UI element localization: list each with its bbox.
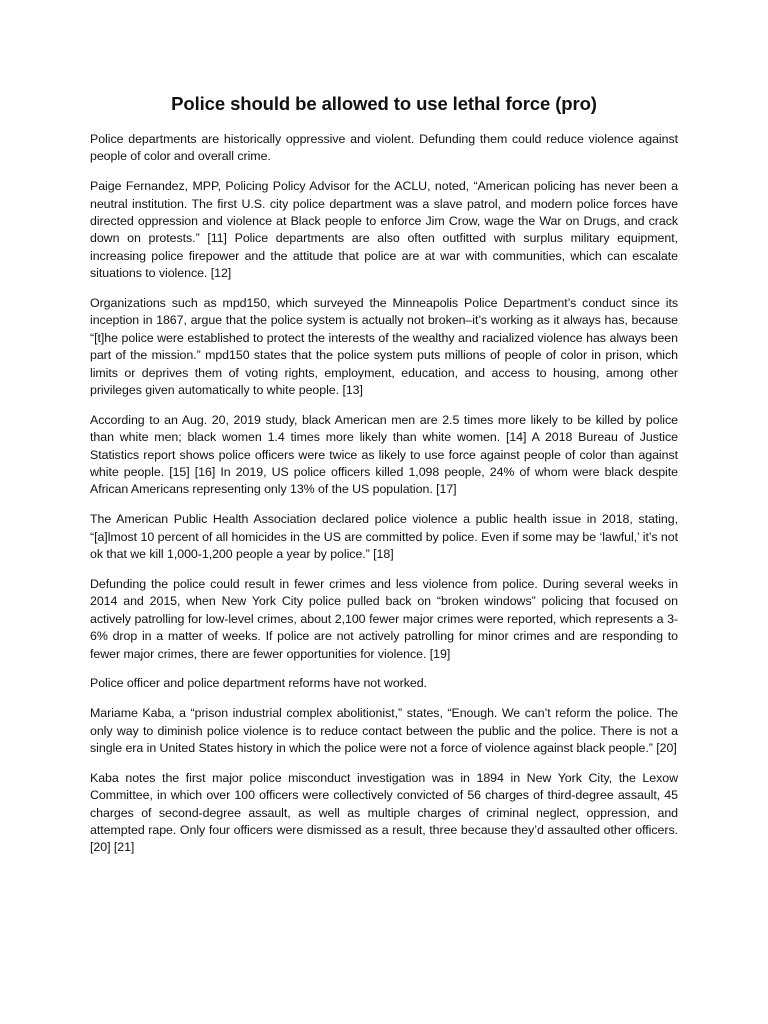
paragraph-defunding: Defunding the police could result in fewer crimes and less violence from police. During several weeks in 2014 and 2015, when New York City police pulled back on “broken windows” policing that focused on actively patrolling for low-level crimes, about 2,100 fewer major crimes were reported, which represents a 3-6% drop in a matter of weeks. If police are not actively patrolling for minor crimes and are responding to fewer major crimes, there are fewer opportunities for violence. [19]	[90, 576, 678, 661]
paragraph-statistics: According to an Aug. 20, 2019 study, black American men are 2.5 times more likely to be killed by police than white men; black women 1.4 times more likely than white women. [14] A 2018 Bureau of Justice Statistics report shows police officers were twice as likely to use force against people of color than against white people. [15] [16] In 2019, US police officers killed 1,098 people, 24% of whom were black despite African Americans representing only 13% of the US population. [17]	[90, 412, 678, 497]
paragraph-kaba-quote: Mariame Kaba, a “prison industrial complex abolitionist,” states, “Enough. We can’t reform the police. The only way to diminish police violence is to reduce contact between the public and the police. There is not a single era in United States history in which the police were not a force of violence against black people.” [20]	[90, 706, 678, 755]
paragraph-mpd150: Organizations such as mpd150, which surveyed the Minneapolis Police Department’s conduct since its inception in 1867, argue that the police system is actually not broken–it’s working as it always has, because “[t]he police were established to protect the interests of the wealthy and racialized violence has always been part of the mission.” mpd150 states that the police system puts millions of people of color in prison, which limits or deprives them of voting rights, employment, education, and access to housing, among other privileges given automatically to white people. [13]	[90, 296, 678, 398]
paragraph-apha: The American Public Health Association declared police violence a public health issue in 2018, stating, “[a]lmost 10 percent of all homicides in the US are committed by police. Even if some may be ‘lawful,’ it’s not ok that we kill 1,000-1,200 people a year by police.” [18]	[90, 512, 678, 562]
paragraph-reforms-heading: Police officer and police department reforms have not worked.	[90, 676, 427, 691]
document-title: Police should be allowed to use lethal force (pro)	[171, 93, 597, 114]
paragraph-fernandez-quote: Paige Fernandez, MPP, Policing Policy Advisor for the ACLU, noted, “American policing has never been a neutral institution. The first U.S. city police department was a slave patrol, and modern police forces have directed oppression and violence at Black people to enforce Jim Crow, wage the War on Drugs, and crack down on protests.” [11] Police departments are also often outfitted with surplus military equipment, increasing police firepower and the attitude that police are at war with communities, which can escalate situations to violence. [12]	[90, 179, 678, 281]
paragraph-intro: Police departments are historically oppressive and violent. Defunding them could reduce violence against people of color and overall crime.	[90, 132, 678, 164]
paragraph-lexow-committee: Kaba notes the first major police misconduct investigation was in 1894 in New York City, the Lexow Committee, in which over 100 officers were collectively convicted of 56 charges of third-degree assault, 45 charges of second-degree assault, as well as multiple charges of criminal neglect, oppression, and attempted rape. Only four officers were dismissed as a result, three because they’d assaulted other officers. [20] [21]	[90, 770, 678, 855]
document-body	[90, 131, 678, 857]
